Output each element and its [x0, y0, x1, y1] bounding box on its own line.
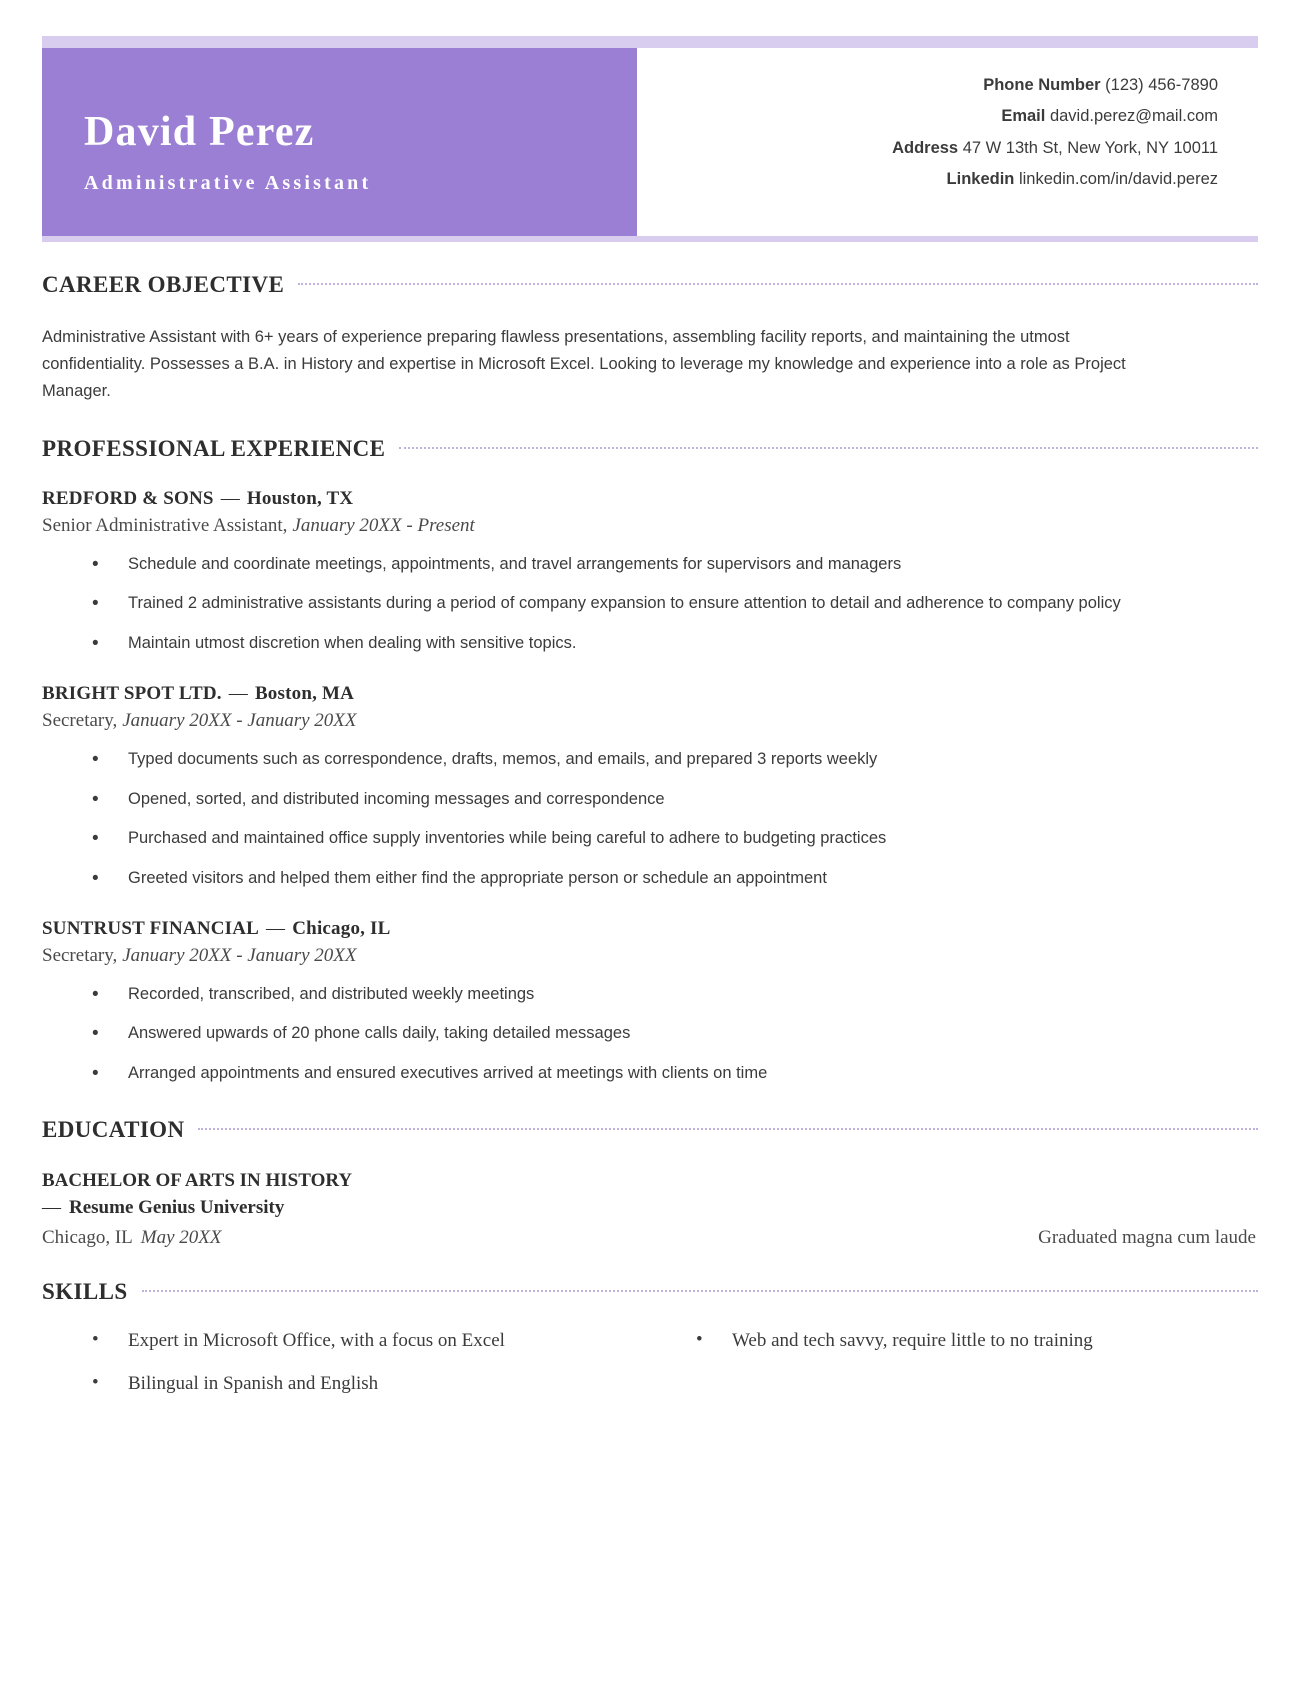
education-school-name: Resume Genius University	[69, 1197, 285, 1219]
job-role-title: Secretary,	[42, 709, 118, 731]
list-item: • Arranged appointments and ensured executives arrived at meetings with clients on time	[42, 1060, 1202, 1087]
contact-phone	[657, 74, 1218, 96]
contact-linkedin	[657, 168, 1218, 190]
contact-email-value[interactable]: david.perez@mail.com	[1049, 107, 1218, 126]
section-divider-objective	[298, 283, 1258, 285]
header-job-title: Administrative Assistant	[84, 171, 372, 194]
section-title-education: EDUCATION	[42, 1116, 185, 1142]
contact-phone-label: Phone Number	[983, 76, 1101, 94]
list-item: • Answered upwards of 20 phone calls daily, taking detailed messages	[42, 1020, 1202, 1047]
list-item: • Greeted visitors and helped them either find the appropriate person or schedule an appointment	[42, 865, 1202, 892]
education-separator-dash: —	[42, 1197, 61, 1219]
section-title-experience: PROFESSIONAL EXPERIENCE	[42, 435, 386, 461]
experience-entry	[42, 683, 1258, 892]
contact-linkedin-label: Linkedin	[946, 169, 1015, 188]
list-item: • Web and tech savvy, require little to no training	[670, 1327, 1258, 1356]
section-education	[42, 1117, 1258, 1249]
education-honors: Graduated magna cum laude	[1038, 1226, 1256, 1248]
list-item: • Schedule and coordinate meetings, appointments, and travel arrangements for supervisors and managers	[42, 551, 1202, 578]
experience-entry	[42, 918, 1258, 1087]
experience-entry	[42, 488, 1258, 657]
job-company-name: BRIGHT SPOT LTD.	[42, 682, 222, 704]
education-degree: BACHELOR OF ARTS IN HISTORY	[42, 1169, 353, 1191]
education-location-date	[42, 1227, 222, 1249]
list-item: • Maintain utmost discretion when dealing with sensitive topics.	[42, 630, 1202, 657]
job-location: Chicago, IL	[292, 917, 391, 939]
list-item: • Opened, sorted, and distributed incoming messages and correspondence	[42, 786, 1202, 813]
page-title: David Perez	[84, 109, 315, 156]
skills-column-right	[670, 1327, 1258, 1414]
job-company-name: SUNTRUST FINANCIAL	[42, 917, 260, 939]
job-separator-dash: —	[220, 487, 240, 509]
contact-email-label: Email	[1001, 107, 1046, 126]
section-header-experience	[42, 436, 1258, 462]
job-bullet-list	[42, 746, 1258, 892]
job-separator-dash: —	[266, 917, 286, 939]
job-role-title: Senior Administrative Assistant,	[42, 514, 288, 536]
section-professional-experience	[42, 436, 1258, 1087]
education-school-line	[42, 1194, 1258, 1222]
education-date: May 20XX	[140, 1226, 222, 1248]
section-header-education	[42, 1117, 1258, 1143]
list-item: • Recorded, transcribed, and distributed weekly meetings	[42, 981, 1202, 1008]
section-title-skills: SKILLS	[42, 1278, 128, 1304]
contact-address-label: Address	[892, 138, 959, 157]
job-separator-dash: —	[228, 682, 248, 704]
name-block	[42, 48, 637, 236]
job-location: Boston, MA	[254, 682, 355, 704]
resume-header	[42, 0, 1258, 242]
skills-grid	[42, 1327, 1258, 1414]
contact-address	[657, 137, 1218, 159]
job-dates: January 20XX - January 20XX	[122, 709, 357, 731]
education-meta	[42, 1227, 1258, 1249]
job-bullet-list	[42, 551, 1258, 657]
section-divider-skills	[142, 1290, 1258, 1292]
education-location: Chicago, IL	[42, 1226, 133, 1248]
job-company-line	[42, 488, 1258, 510]
job-bullet-list	[42, 981, 1258, 1087]
contact-info	[637, 48, 1258, 236]
contact-phone-value: (123) 456-7890	[1105, 76, 1218, 94]
list-item: • Trained 2 administrative assistants during a period of company expansion to ensure attention to detail and adherence to company policy	[42, 590, 1202, 617]
contact-address-value: 47 W 13th St, New York, NY 10011	[962, 138, 1218, 157]
job-role-title: Secretary,	[42, 944, 118, 966]
objective-text: Administrative Assistant with 6+ years of experience preparing flawless presentations, assembling facility reports, and maintaining the utmost confidentiality. Possesses a B.A. in History and expertise in Microsoft Excel. Looking to leverage my knowledge and experience into a role as Project Manager.	[42, 328, 1126, 401]
job-role-line	[42, 710, 1258, 732]
list-item: • Purchased and maintained office supply inventories while being careful to adhere to budgeting practices	[42, 825, 1202, 852]
list-item: • Typed documents such as correspondence, drafts, memos, and emails, and prepared 3 reports weekly	[42, 746, 1202, 773]
section-title-objective: CAREER OBJECTIVE	[42, 272, 285, 297]
job-company-line	[42, 918, 1258, 940]
section-divider-experience	[399, 447, 1258, 449]
job-company-line	[42, 683, 1258, 705]
job-company-name: REDFORD & SONS	[42, 487, 214, 509]
list-item: • Expert in Microsoft Office, with a focus on Excel	[42, 1327, 630, 1356]
section-career-objective	[42, 272, 1258, 406]
education-entry	[42, 1167, 1258, 1249]
job-role-line	[42, 515, 1258, 537]
section-divider-education	[198, 1128, 1258, 1130]
job-role-line	[42, 945, 1258, 967]
list-item: • Bilingual in Spanish and English	[42, 1370, 630, 1399]
job-dates: January 20XX - January 20XX	[122, 944, 357, 966]
section-header-objective	[42, 272, 1258, 298]
section-header-skills	[42, 1279, 1258, 1305]
contact-linkedin-value[interactable]: linkedin.com/in/david.perez	[1018, 169, 1218, 188]
job-location: Houston, TX	[246, 487, 354, 509]
skills-column-left	[42, 1327, 630, 1414]
contact-email	[657, 105, 1218, 127]
job-dates: January 20XX - Present	[292, 514, 475, 536]
section-skills	[42, 1279, 1258, 1414]
